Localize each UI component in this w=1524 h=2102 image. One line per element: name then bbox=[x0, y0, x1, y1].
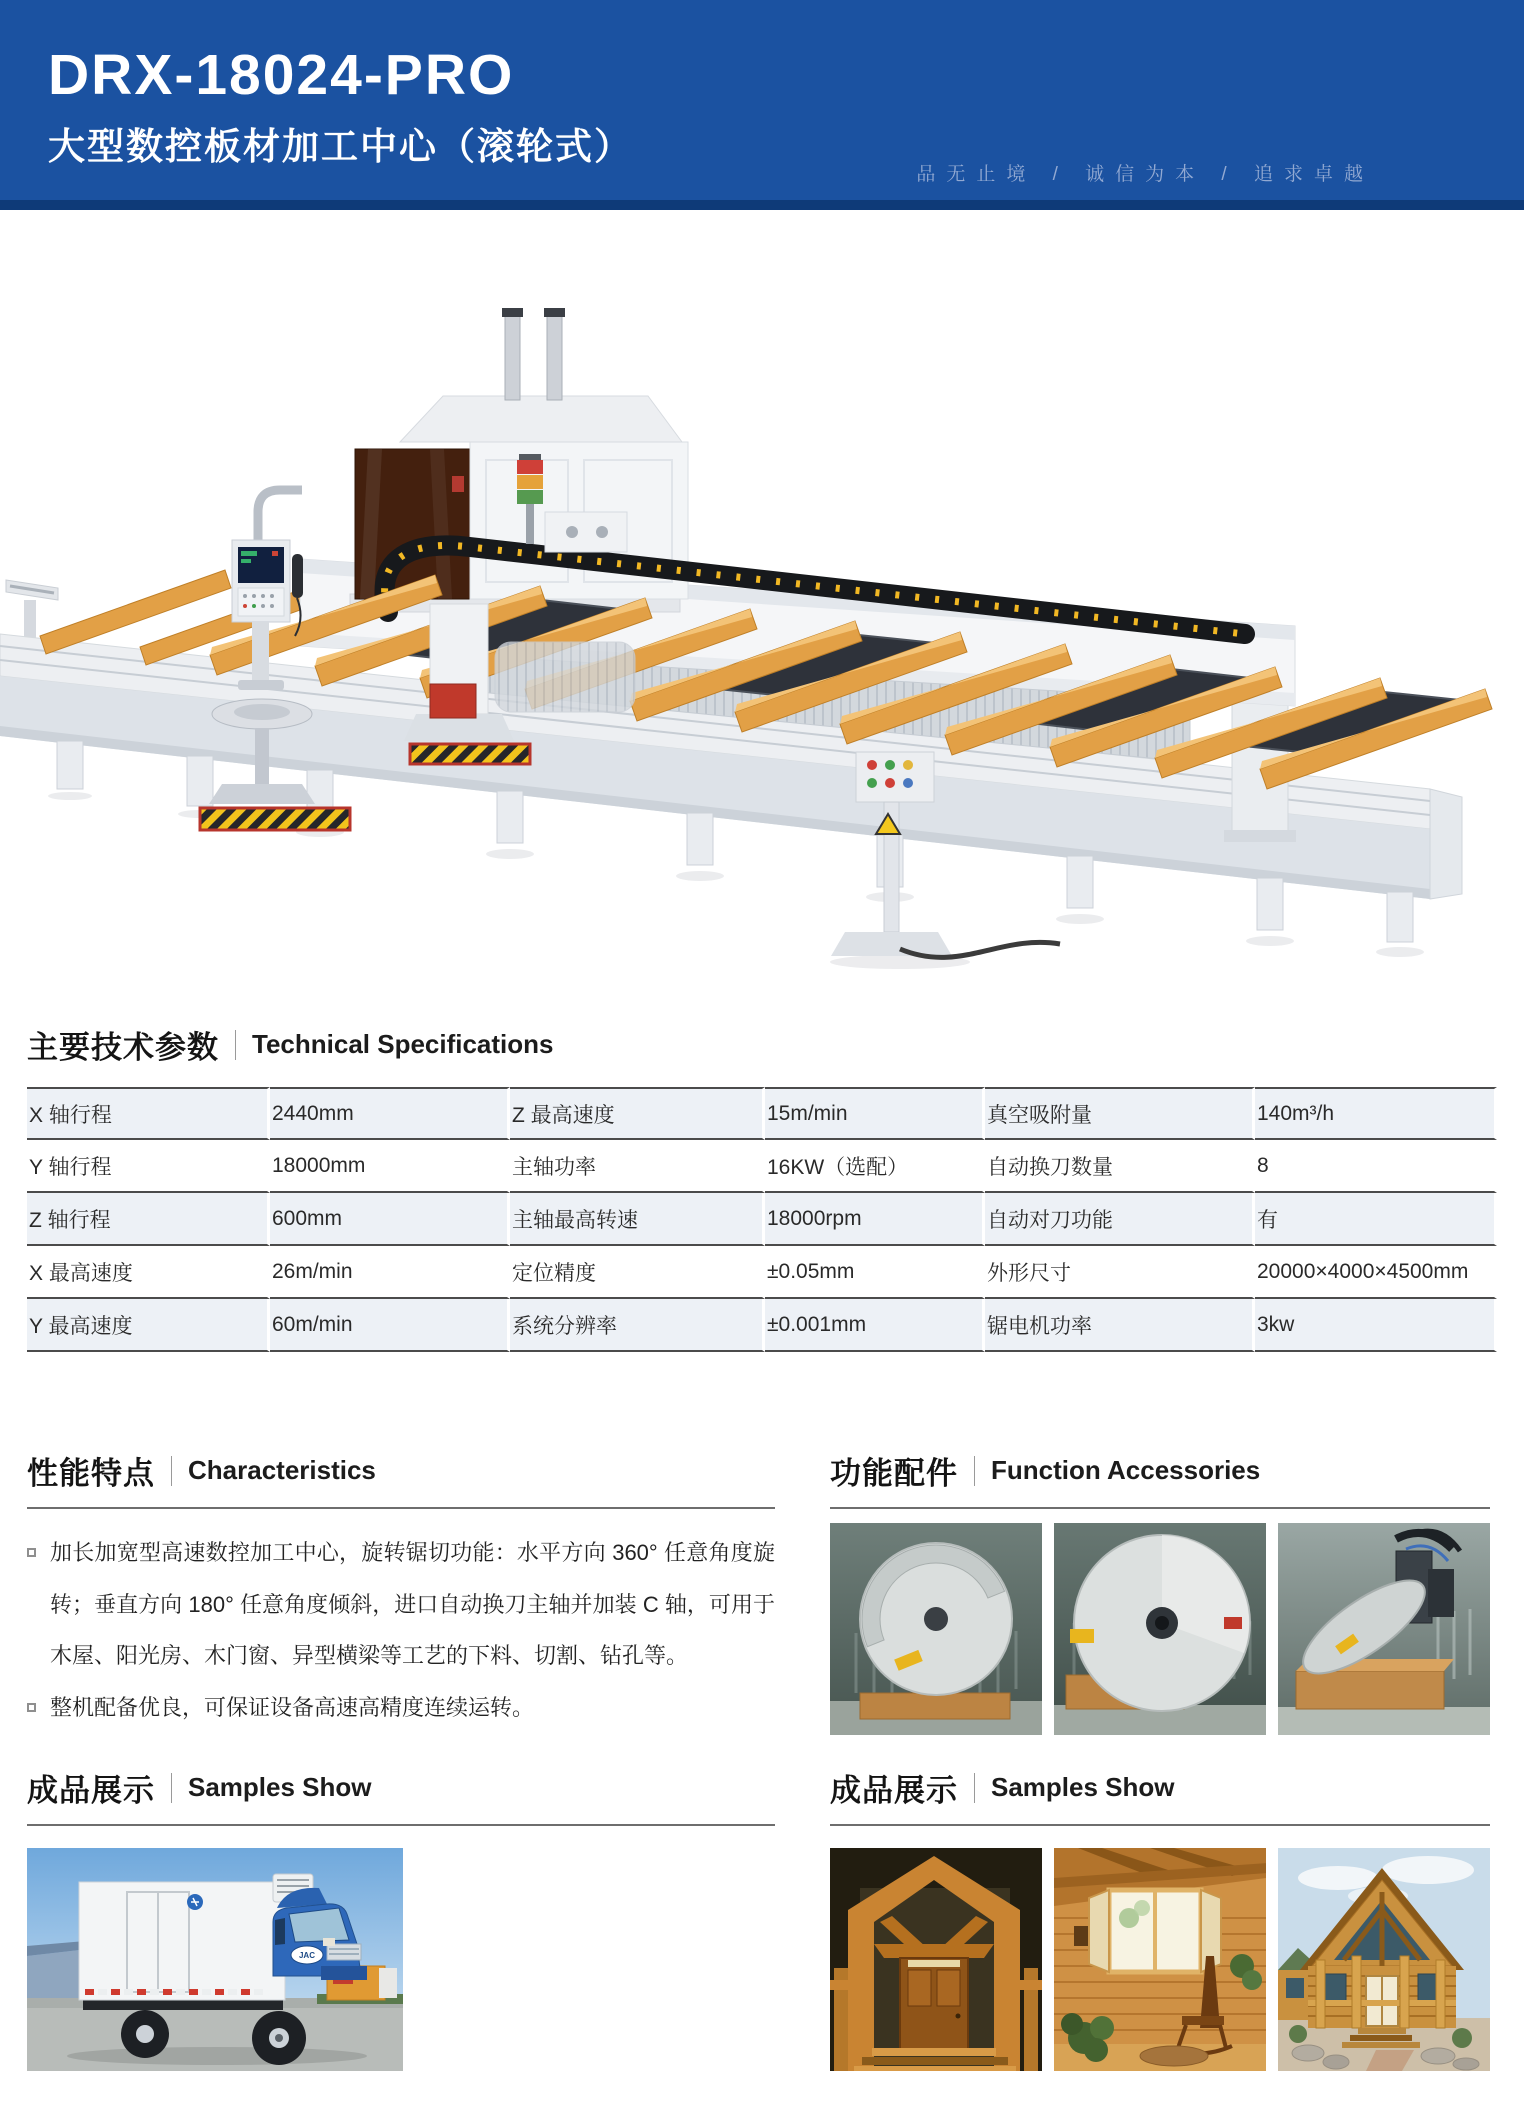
specs-heading bbox=[27, 1022, 1497, 1067]
bullet-text: 加长加宽型高速数控加工中心，旋转锯切功能：水平方向 360° 任意角度旋转；垂直方向 180° 任意角度倾斜，进口自动换刀主轴并加装 C 轴，可用于木屋、阳光房、木门窗、异型横梁等工艺的下料、切割、钻孔等。 bbox=[50, 1540, 775, 1669]
spec-label: Y 最高速度 bbox=[27, 1299, 270, 1352]
console-handset bbox=[292, 554, 303, 598]
signal-tower-green bbox=[517, 490, 543, 504]
samples-left-heading bbox=[27, 1765, 775, 1810]
sample-photo-wood-interior bbox=[1054, 1848, 1266, 2071]
samples-right-title-zh: 成品展示 bbox=[830, 1773, 958, 1808]
title-divider bbox=[171, 1456, 172, 1486]
square-bullet-icon bbox=[27, 1548, 36, 1557]
console-keypad bbox=[238, 588, 284, 616]
spec-value: 3kw bbox=[1255, 1299, 1497, 1352]
spec-value: 140m³/h bbox=[1255, 1087, 1497, 1140]
spec-label: 自动换刀数量 bbox=[985, 1140, 1255, 1193]
samples-left-title-zh: 成品展示 bbox=[27, 1773, 155, 1808]
sample-photo-log-cabin bbox=[1278, 1848, 1490, 2071]
spec-label: 主轴功率 bbox=[510, 1140, 765, 1193]
accessory-photo-tilting-spindle bbox=[1278, 1523, 1490, 1735]
spec-value: 600mm bbox=[270, 1193, 510, 1246]
accessory-photo-saw-guard bbox=[830, 1523, 1042, 1735]
spec-row bbox=[27, 1246, 1497, 1299]
spec-label: X 最高速度 bbox=[27, 1246, 270, 1299]
samples-row bbox=[0, 1765, 1524, 2071]
specs-title-zh: 主要技术参数 bbox=[27, 1030, 219, 1065]
bullet-text: 整机配备优良，可保证设备高速高精度连续运转。 bbox=[50, 1695, 535, 1721]
spec-label: X 轴行程 bbox=[27, 1087, 270, 1140]
spec-value: 16KW（选配） bbox=[765, 1140, 985, 1193]
header-accent-bar bbox=[0, 200, 1524, 210]
button-box bbox=[856, 752, 934, 802]
hazard-pad bbox=[410, 744, 530, 764]
spec-table bbox=[27, 1087, 1497, 1352]
section-characteristics bbox=[27, 1448, 775, 1735]
clamp-device bbox=[430, 684, 476, 718]
list-item bbox=[27, 1682, 775, 1734]
square-bullet-icon bbox=[27, 1703, 36, 1712]
signal-tower-amber bbox=[517, 475, 543, 489]
product-model-title: DRX-18024-PRO bbox=[48, 43, 515, 107]
spec-label: 自动对刀功能 bbox=[985, 1193, 1255, 1246]
dust-pipe bbox=[547, 316, 562, 400]
spec-label: Z 最高速度 bbox=[510, 1087, 765, 1140]
dust-pipe bbox=[505, 316, 520, 400]
spec-value: 60m/min bbox=[270, 1299, 510, 1352]
gantry-far-column-foot bbox=[1224, 830, 1296, 842]
section-rule bbox=[830, 1507, 1490, 1509]
head-roof bbox=[400, 396, 682, 442]
spec-value: ±0.05mm bbox=[765, 1246, 985, 1299]
spec-value: 有 bbox=[1255, 1193, 1497, 1246]
accessories-title-zh: 功能配件 bbox=[830, 1456, 958, 1491]
section-rule bbox=[27, 1824, 775, 1826]
sample-photo-wood-entrance bbox=[830, 1848, 1042, 2071]
accessories-photos bbox=[830, 1523, 1490, 1735]
samples-right-heading bbox=[830, 1765, 1490, 1810]
title-divider bbox=[974, 1456, 975, 1486]
product-subtitle: 大型数控板材加工中心（滚轮式） bbox=[48, 126, 633, 168]
spec-value: 8 bbox=[1255, 1140, 1497, 1193]
section-accessories bbox=[830, 1448, 1490, 1735]
spec-value: 26m/min bbox=[270, 1246, 510, 1299]
spec-label: 真空吸附量 bbox=[985, 1087, 1255, 1140]
spec-row bbox=[27, 1140, 1497, 1193]
features-row bbox=[0, 1448, 1524, 1735]
spec-label: 锯电机功率 bbox=[985, 1299, 1255, 1352]
page-header bbox=[0, 0, 1524, 210]
machine-product-photo bbox=[0, 244, 1524, 994]
spec-row bbox=[27, 1087, 1497, 1140]
truck-brand-badge: JAC bbox=[298, 1951, 316, 1960]
accessories-title-en: Function Accessories bbox=[991, 1455, 1261, 1485]
section-samples-right bbox=[830, 1765, 1490, 2071]
spec-row bbox=[27, 1299, 1497, 1352]
spec-value: 18000rpm bbox=[765, 1193, 985, 1246]
section-rule bbox=[27, 1507, 775, 1509]
spec-value: 20000×4000×4500mm bbox=[1255, 1246, 1497, 1299]
spec-label: 系统分辨率 bbox=[510, 1299, 765, 1352]
spec-value: 2440mm bbox=[270, 1087, 510, 1140]
characteristics-list bbox=[27, 1527, 775, 1734]
samples-right-title-en: Samples Show bbox=[991, 1772, 1175, 1802]
characteristics-title-zh: 性能特点 bbox=[27, 1456, 155, 1491]
spec-label: 外形尺寸 bbox=[985, 1246, 1255, 1299]
characteristics-heading bbox=[27, 1448, 775, 1493]
section-rule bbox=[830, 1824, 1490, 1826]
samples-left-title-en: Samples Show bbox=[188, 1772, 372, 1802]
specs-title-en: Technical Specifications bbox=[252, 1029, 554, 1059]
spec-label: Z 轴行程 bbox=[27, 1193, 270, 1246]
spec-value: 18000mm bbox=[270, 1140, 510, 1193]
section-samples-left bbox=[27, 1765, 775, 2071]
spec-label: Y 轴行程 bbox=[27, 1140, 270, 1193]
spec-value: 15m/min bbox=[765, 1087, 985, 1140]
characteristics-title-en: Characteristics bbox=[188, 1455, 376, 1485]
spec-label: 定位精度 bbox=[510, 1246, 765, 1299]
title-divider bbox=[235, 1030, 236, 1060]
accessory-photo-saw-blade bbox=[1054, 1523, 1266, 1735]
spec-row bbox=[27, 1193, 1497, 1246]
title-divider bbox=[974, 1773, 975, 1803]
sample-photo-truck bbox=[27, 1848, 403, 2071]
section-specs bbox=[0, 1022, 1524, 1352]
brand-slogan: 品无止境 / 诚信为本 / 追求卓越 bbox=[916, 164, 1374, 185]
list-item bbox=[27, 1527, 775, 1682]
hazard-pad bbox=[200, 808, 350, 830]
spindle-head-cluster bbox=[350, 308, 1245, 634]
accessories-heading bbox=[830, 1448, 1490, 1493]
signal-tower-red bbox=[517, 460, 543, 474]
spec-value: ±0.001mm bbox=[765, 1299, 985, 1352]
spec-label: 主轴最高转速 bbox=[510, 1193, 765, 1246]
cnc-machine-illustration bbox=[0, 244, 1524, 994]
samples-right-photos bbox=[830, 1848, 1490, 2071]
title-divider bbox=[171, 1773, 172, 1803]
